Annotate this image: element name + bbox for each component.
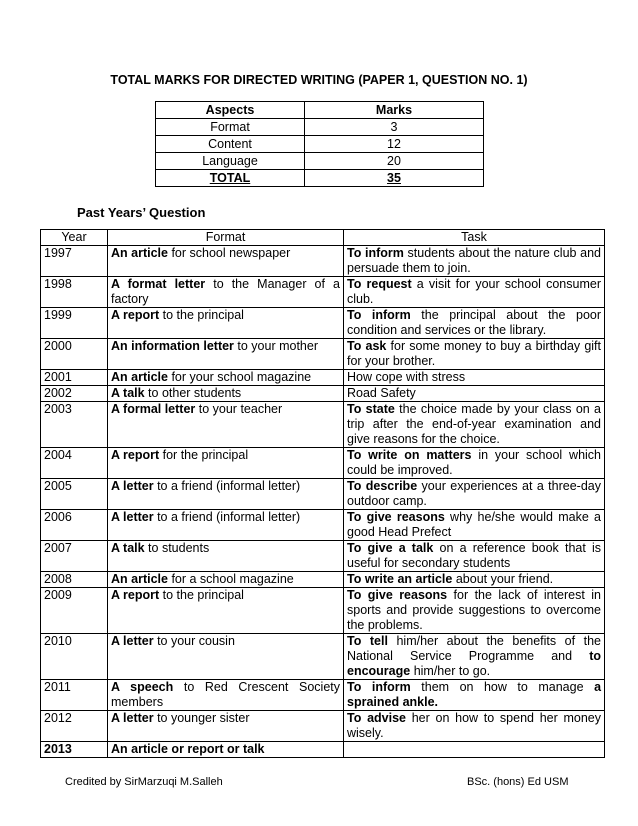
format-detail: to students	[144, 541, 210, 555]
row-task	[344, 541, 605, 572]
format-type: A formal letter	[111, 402, 196, 416]
marks-total-label: TOTAL	[156, 170, 305, 187]
row-task	[344, 634, 605, 680]
format-detail: to the principal	[159, 588, 244, 602]
task-detail: How cope with stress	[347, 370, 466, 384]
task-verb: To inform	[347, 680, 411, 694]
row-task	[344, 572, 605, 588]
format-detail: for a school magazine	[167, 572, 294, 586]
format-detail: to your cousin	[153, 634, 235, 648]
marks-header-aspects: Aspects	[156, 102, 305, 119]
row-task	[344, 479, 605, 510]
row-format	[108, 246, 344, 277]
task-detail: a visit for your school consumer club.	[347, 277, 601, 306]
task-verb: To inform	[347, 308, 411, 322]
row-year: 2005	[41, 479, 108, 510]
row-format	[108, 711, 344, 742]
marks-total-value: 35	[305, 170, 484, 187]
marks-table-header	[156, 102, 484, 119]
row-year: 2002	[41, 386, 108, 402]
table-row	[41, 572, 605, 588]
marks-aspect: Language	[156, 153, 305, 170]
task-verb: To state	[347, 402, 395, 416]
task-detail: for some money to buy a birthday gift for your brother.	[347, 339, 601, 368]
row-format	[108, 370, 344, 386]
marks-value: 20	[305, 153, 484, 170]
row-task	[344, 588, 605, 634]
format-detail: to the Manager of a factory	[111, 277, 340, 306]
row-year: 1999	[41, 308, 108, 339]
table-row	[41, 634, 605, 680]
task-verb: To inform	[347, 246, 404, 260]
task-detail: on a reference book that is useful for secondary students	[347, 541, 602, 570]
table-row	[41, 402, 605, 448]
marks-row	[156, 136, 484, 153]
marks-aspect: Format	[156, 119, 305, 136]
marks-aspect: Content	[156, 136, 305, 153]
row-format	[108, 448, 344, 479]
past-years-table	[40, 229, 605, 758]
header-year: Year	[41, 230, 108, 246]
marks-value: 3	[305, 119, 484, 136]
marks-table	[155, 101, 484, 187]
row-year: 2007	[41, 541, 108, 572]
row-year: 1998	[41, 277, 108, 308]
task-verb: To describe	[347, 479, 418, 493]
marks-row	[156, 153, 484, 170]
format-type: A report	[111, 308, 160, 322]
format-type: An information letter	[111, 339, 234, 353]
table-row	[41, 588, 605, 634]
row-format	[108, 510, 344, 541]
task-verb: To give a talk	[347, 541, 434, 555]
row-format	[108, 479, 344, 510]
task-verb: To write an article	[347, 572, 453, 586]
row-year: 2003	[41, 402, 108, 448]
table-row	[41, 541, 605, 572]
row-format	[108, 386, 344, 402]
format-type: A letter	[111, 510, 154, 524]
task-verb: To tell	[347, 634, 388, 648]
table-row	[41, 277, 605, 308]
row-year: 2013	[41, 742, 108, 758]
format-type: A letter	[111, 634, 154, 648]
task-detail: the principal about the poor condition and services or the library.	[347, 308, 602, 337]
format-detail: for the principal	[159, 448, 249, 462]
row-task	[344, 308, 605, 339]
format-type: A talk	[111, 386, 145, 400]
table-row-2013	[41, 742, 605, 758]
row-format	[108, 634, 344, 680]
row-format	[108, 277, 344, 308]
format-type: A report	[111, 588, 160, 602]
format-type: A format letter	[111, 277, 206, 291]
format-type: A letter	[111, 711, 154, 725]
row-format	[108, 541, 344, 572]
row-task	[344, 448, 605, 479]
marks-total-row	[156, 170, 484, 187]
row-year: 2009	[41, 588, 108, 634]
row-format	[108, 680, 344, 711]
header-format: Format	[108, 230, 344, 246]
row-format	[108, 572, 344, 588]
row-year: 2000	[41, 339, 108, 370]
past-years-body	[41, 246, 605, 758]
format-detail: for school newspaper	[167, 246, 291, 260]
row-task	[344, 402, 605, 448]
section-subtitle: Past Years’ Question	[77, 205, 206, 220]
table-row	[41, 370, 605, 386]
task-detail: your experiences at a three-day outdoor camp.	[347, 479, 601, 508]
row-year: 2006	[41, 510, 108, 541]
task-detail: about your friend.	[452, 572, 554, 586]
table-row	[41, 711, 605, 742]
format-type: An article	[111, 370, 168, 384]
row-task	[344, 510, 605, 541]
task-detail: in your school which could be improved.	[347, 448, 601, 477]
row-task	[344, 680, 605, 711]
row-year: 2004	[41, 448, 108, 479]
format-detail: to Red Crescent Society members	[111, 680, 340, 709]
format-type: A letter	[111, 479, 154, 493]
row-task	[344, 742, 605, 758]
format-detail: to a friend (informal letter)	[153, 510, 301, 524]
task-verb-2: to encourage	[347, 649, 601, 678]
row-format	[108, 308, 344, 339]
task-detail: them on how to manage	[410, 680, 595, 694]
footer-credit: Credited by SirMarzuqi M.Salleh	[65, 776, 223, 788]
task-detail: her on how to spend her money wisely.	[347, 711, 601, 740]
row-format: An article or report or talk	[108, 742, 344, 758]
format-type: An article	[111, 246, 168, 260]
task-verb: To give reasons	[347, 588, 448, 602]
table-row	[41, 308, 605, 339]
row-task	[344, 386, 605, 402]
task-verb: To request	[347, 277, 412, 291]
task-detail: why he/she would make a good Head Prefect	[347, 510, 601, 539]
table-row	[41, 510, 605, 541]
row-year: 2011	[41, 680, 108, 711]
row-task	[344, 711, 605, 742]
row-task	[344, 246, 605, 277]
task-verb: To ask	[347, 339, 387, 353]
format-detail: to the principal	[159, 308, 244, 322]
table-row	[41, 246, 605, 277]
format-type: A speech	[111, 680, 174, 694]
task-detail: students about the nature club and persuade them to join.	[347, 246, 601, 275]
table-row	[41, 386, 605, 402]
marks-value: 12	[305, 136, 484, 153]
format-detail: to a friend (informal letter)	[153, 479, 301, 493]
row-task	[344, 277, 605, 308]
row-year: 2012	[41, 711, 108, 742]
task-verb-2: a sprained ankle.	[347, 680, 602, 709]
task-detail-2: him/her to go.	[410, 664, 491, 678]
row-format	[108, 402, 344, 448]
format-detail: to younger sister	[153, 711, 250, 725]
task-verb: To give reasons	[347, 510, 445, 524]
row-task	[344, 370, 605, 386]
header-task: Task	[344, 230, 605, 246]
task-detail: him/her about the benefits of the National Service Programme and	[347, 634, 601, 663]
footer-qualification: BSc. (hons) Ed USM	[467, 776, 569, 788]
format-detail: to other students	[144, 386, 242, 400]
task-detail: for the lack of interest in sports and provide suggestions to overcome the problems.	[347, 588, 601, 632]
row-format	[108, 339, 344, 370]
table-row	[41, 479, 605, 510]
table-row	[41, 339, 605, 370]
format-type: An article	[111, 572, 168, 586]
row-year: 2010	[41, 634, 108, 680]
row-task	[344, 339, 605, 370]
format-type: A talk	[111, 541, 145, 555]
task-verb: To write on matters	[347, 448, 472, 462]
format-detail: to your mother	[233, 339, 318, 353]
marks-header-marks: Marks	[305, 102, 484, 119]
task-detail: Road Safety	[347, 386, 416, 400]
marks-row	[156, 119, 484, 136]
task-verb: To advise	[347, 711, 406, 725]
format-detail: to your teacher	[195, 402, 283, 416]
task-detail: the choice made by your class on a trip after the end-of-year examination and give reasons for the choice.	[347, 402, 601, 446]
row-year: 1997	[41, 246, 108, 277]
row-year: 2001	[41, 370, 108, 386]
past-years-header	[41, 230, 605, 246]
table-row	[41, 448, 605, 479]
format-detail: for your school magazine	[167, 370, 312, 384]
row-format	[108, 588, 344, 634]
format-type: A report	[111, 448, 160, 462]
page-title: TOTAL MARKS FOR DIRECTED WRITING (PAPER 1, QUESTION NO. 1)	[110, 73, 528, 87]
table-row	[41, 680, 605, 711]
row-year: 2008	[41, 572, 108, 588]
